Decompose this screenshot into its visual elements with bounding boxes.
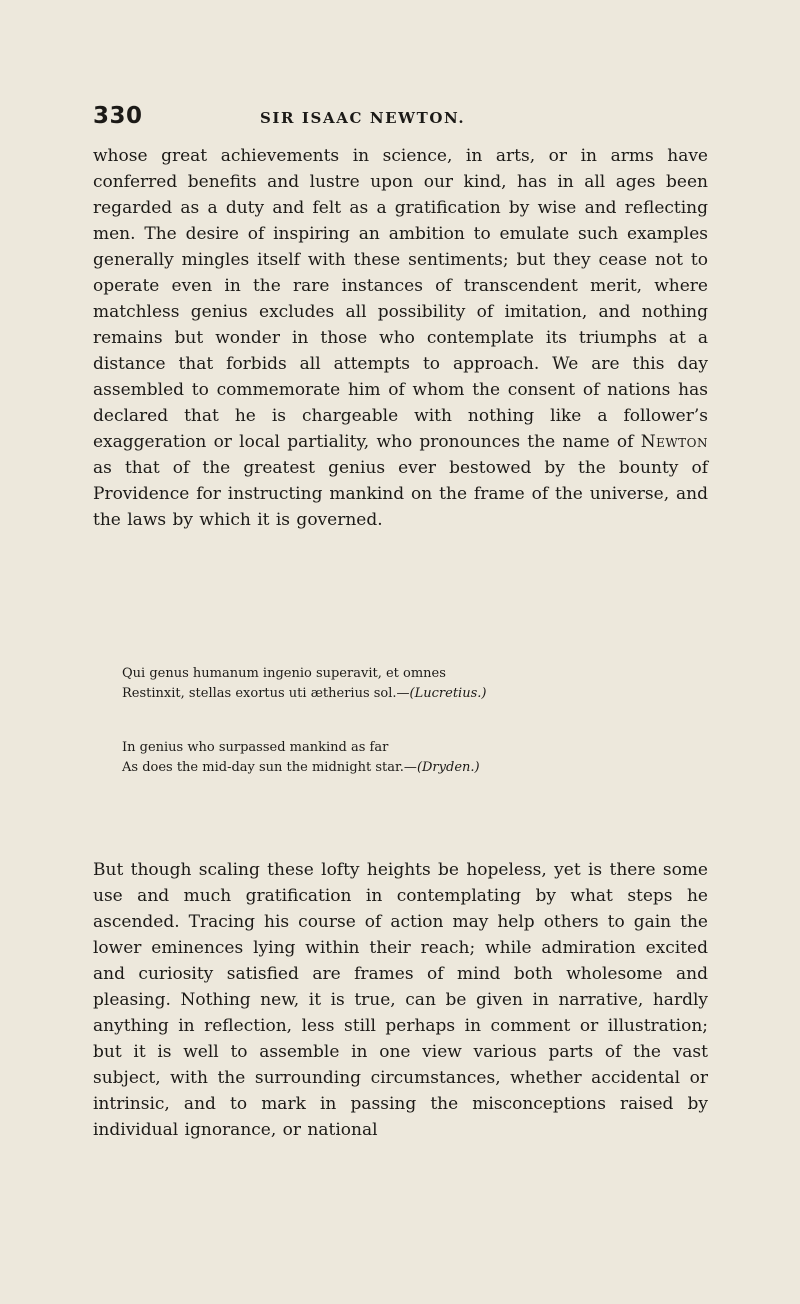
paragraph-1-text-after: as that of the greatest genius ever bestowed by the bounty of Providence for instructing mankind on the frame of the universe, and the laws by which it is governed. — [93, 458, 708, 530]
running-title: SIR ISAAC NEWTON. — [260, 109, 466, 127]
latin-quote-line-2 — [122, 684, 682, 704]
page-number: 330 — [93, 103, 143, 129]
newton-name: Newton — [640, 432, 708, 452]
paragraph-1-text-before: whose great achievements in science, in arts, or in arms have conferred benefits and lustre upon our kind, has in all ages been regarded as a duty and felt as a gratification by wise and reflecting men. The desire of inspiring an ambition to emulate such examples generally mingles itself with these sentiments; but they cease not to operate even in the rare instances of transcendent merit, where matchless genius excludes all possibility of imitation, and nothing remains but wonder in those who contemplate its triumphs at a distance that forbids all attempts to approach. We are this day assembled to commemorate him of whom the consent of nations has declared that he is chargeable with nothing like a follower’s exaggeration or local partiality, who pronounces the name of — [93, 146, 708, 452]
english-quote-citation: (Dryden.) — [416, 760, 480, 775]
latin-quote — [122, 664, 682, 704]
english-quote-line-2 — [122, 758, 682, 778]
latin-quote-line-2-text: Restinxit, stellas exortus uti ætherius sol.— — [122, 686, 410, 701]
english-quote-line-2-text: As does the mid-day sun the midnight star.— — [122, 760, 417, 775]
english-quote — [122, 738, 682, 778]
page-header — [93, 103, 708, 133]
paragraph-1 — [93, 143, 708, 533]
latin-quote-citation: (Lucretius.) — [409, 686, 487, 701]
latin-quote-line-1: Qui genus humanum ingenio superavit, et omnes — [122, 666, 446, 681]
english-quote-line-1: In genius who surpassed mankind as far — [122, 740, 389, 755]
paragraph-2: But though scaling these lofty heights be hopeless, yet is there some use and much gratification in contemplating by what steps he ascended. Tracing his course of action may help others to gain the lower eminences lying within their reach; while admiration excited and curiosity satisfied are frames of mind both wholesome and pleasing. Nothing new, it is true, can be given in narrative, hardly anything in reflection, less still perhaps in comment or illustration; but it is well to assemble in one view various parts of the vast subject, with the surrounding circumstances, whether accidental or intrinsic, and to mark in passing the misconceptions raised by individual ignorance, or national — [93, 860, 708, 1140]
